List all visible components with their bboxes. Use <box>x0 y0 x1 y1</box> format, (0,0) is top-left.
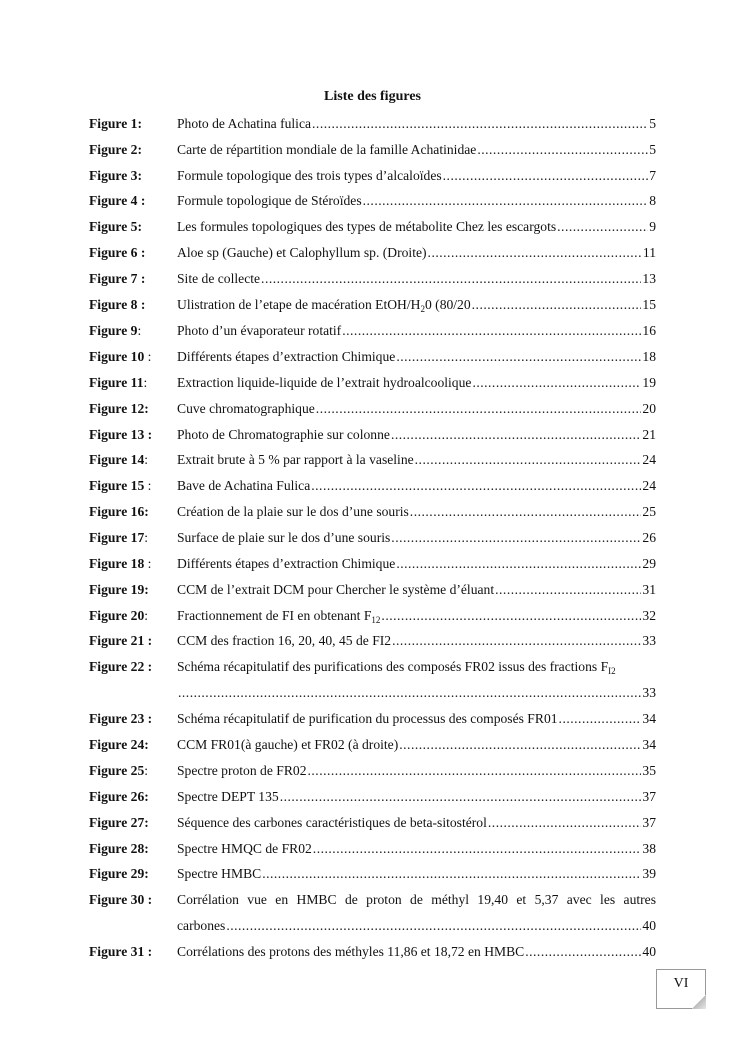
figure-title-text: Extraction liquide-liquide de l’extrait hydroalcoolique <box>177 375 472 390</box>
figure-label-text: Figure 15 <box>89 478 145 493</box>
figure-page-number: 35 <box>642 763 656 778</box>
figure-title <box>177 192 362 210</box>
figure-title-line <box>177 296 656 315</box>
figure-page-number: 19 <box>642 375 656 390</box>
figure-label <box>89 192 145 210</box>
figure-title-text: Fractionnement de FI en obtenant F <box>177 608 372 623</box>
figure-title <box>177 736 398 754</box>
figure-title <box>177 141 476 159</box>
figure-title <box>177 400 315 418</box>
figure-page-number: 11 <box>642 245 656 260</box>
figure-label <box>89 503 149 521</box>
figure-title-line <box>177 218 656 236</box>
figure-page-number: 16 <box>642 323 656 338</box>
figure-label-suffix: : <box>144 763 149 778</box>
dot-leader <box>316 400 642 418</box>
figure-page-number: 13 <box>642 271 656 286</box>
figure-title-text: Spectre DEPT 135 <box>177 789 279 804</box>
figure-page-number: 24 <box>642 452 656 467</box>
dot-leader <box>308 762 642 780</box>
figure-page-number: 8 <box>649 193 656 208</box>
figure-label <box>89 555 151 573</box>
figure-title-subscript: 12 <box>371 615 381 625</box>
dot-leader <box>396 555 641 573</box>
figure-title-text: Séquence des carbones caractéristiques de beta-sitostérol <box>177 815 487 830</box>
figure-label <box>89 167 142 185</box>
figure-page-number: 5 <box>649 116 656 131</box>
figure-title <box>177 814 487 832</box>
figure-page-number: 33 <box>642 685 656 700</box>
figure-label <box>89 632 152 650</box>
dot-leader <box>410 503 642 521</box>
figure-title-line <box>177 814 656 832</box>
figure-title-text-after: 0 (80/20 <box>424 297 471 312</box>
figure-label-text: Figure 11 <box>89 375 144 390</box>
figure-label-text: Figure 21 : <box>89 633 153 648</box>
figure-title-line <box>177 684 656 702</box>
figure-title-text: CCM des fraction 16, 20, 40, 45 de FI2 <box>177 633 392 648</box>
figure-title-text: Schéma récapitulatif des purifications des composés FR02 issus des fractions F <box>177 659 609 674</box>
figure-title-text: Différents étapes d’extraction Chimique <box>177 349 396 364</box>
figure-title-line <box>177 451 656 469</box>
figure-label <box>89 426 152 444</box>
figure-label-text: Figure 22 : <box>89 659 153 674</box>
figure-title-line <box>177 348 656 366</box>
figure-title-text: CCM FR01(à gauche) et FR02 (à droite) <box>177 737 399 752</box>
figure-title <box>177 865 261 883</box>
figure-title-text: Spectre proton de FR02 <box>177 763 307 778</box>
figure-label-text: Figure 5: <box>89 219 142 234</box>
figure-label-suffix: : <box>144 556 152 571</box>
figure-title-text: Photo de Chromatographie sur colonne <box>177 427 390 442</box>
figure-page-number: 20 <box>642 401 656 416</box>
figure-title <box>177 477 310 495</box>
figure-title-line <box>177 891 656 909</box>
figure-title-line <box>177 192 656 210</box>
dot-leader <box>391 529 641 547</box>
figure-label-suffix: : <box>144 349 152 364</box>
figure-page-number: 38 <box>642 841 656 856</box>
figure-title-continuation: carbones <box>177 918 226 933</box>
figure-label <box>89 607 148 625</box>
figure-label <box>89 115 142 133</box>
figure-label <box>89 788 149 806</box>
figure-label-suffix: : <box>137 323 142 338</box>
dot-leader <box>525 943 641 961</box>
dot-leader <box>280 788 642 806</box>
figure-label-text: Figure 31 : <box>89 944 153 959</box>
figure-label-suffix: : <box>144 608 149 623</box>
page-number <box>656 969 706 1009</box>
figure-label-text: Figure 10 <box>89 349 145 364</box>
figure-title-subscript: 2 <box>420 304 425 314</box>
figure-label <box>89 451 148 469</box>
figure-page-number: 39 <box>642 866 656 881</box>
figure-title-line <box>177 865 656 883</box>
figure-title-line <box>177 244 656 262</box>
dot-leader <box>226 917 641 935</box>
dot-leader <box>261 270 641 288</box>
figure-title-line <box>177 115 656 133</box>
figure-page-number: 34 <box>642 737 656 752</box>
dot-leader <box>477 141 648 159</box>
figure-title-text: CCM de l’extrait DCM pour Chercher le système d’éluant <box>177 582 495 597</box>
figure-page-number: 37 <box>642 789 656 804</box>
figure-title <box>177 943 524 961</box>
figure-page-number: 7 <box>649 168 656 183</box>
figure-title-text: Spectre HMBC <box>177 866 262 881</box>
figure-label-text: Figure 19: <box>89 582 149 597</box>
figure-label-text: Figure 30 : <box>89 892 153 907</box>
dot-leader <box>178 684 641 702</box>
figure-title-text: Surface de plaie sur le dos d’une souris <box>177 530 391 545</box>
dot-leader <box>381 607 641 625</box>
figure-page-number: 26 <box>642 530 656 545</box>
figure-label-text: Figure 26: <box>89 789 149 804</box>
figure-title-line <box>177 322 656 340</box>
figure-title <box>177 581 494 599</box>
figure-label-text: Figure 24: <box>89 737 149 752</box>
figure-title-line <box>177 270 656 288</box>
figure-title <box>177 632 391 650</box>
figure-label <box>89 529 148 547</box>
figure-label-text: Figure 1: <box>89 116 142 131</box>
figure-title <box>177 115 311 133</box>
figure-title <box>177 710 558 728</box>
dot-leader <box>559 710 642 728</box>
figure-title <box>177 451 414 469</box>
figure-label <box>89 322 141 340</box>
figure-label-text: Figure 12: <box>89 401 149 416</box>
page-number-label: VI <box>673 976 689 991</box>
figure-page-number: 31 <box>642 582 656 597</box>
figure-title <box>177 892 656 907</box>
figure-title <box>177 322 341 340</box>
figure-title <box>177 529 390 547</box>
figure-title <box>177 167 442 185</box>
dot-leader <box>415 451 642 469</box>
figure-label <box>89 400 149 418</box>
figure-title-line <box>177 607 656 626</box>
figure-label-text: Figure 14 <box>89 452 145 467</box>
figure-label-text: Figure 20 <box>89 608 145 623</box>
dot-leader <box>488 814 642 832</box>
figure-page-number: 21 <box>642 427 656 442</box>
figure-title-text: Cuve chromatographique <box>177 401 315 416</box>
figure-title-line <box>177 141 656 159</box>
figure-title <box>177 218 556 236</box>
dot-leader <box>342 322 641 340</box>
dot-leader <box>363 192 649 210</box>
figure-title-text: Corrélations des protons des méthyles 11,86 et 18,72 en HMBC <box>177 944 525 959</box>
figure-title <box>177 426 390 444</box>
figure-title <box>177 840 312 858</box>
figure-title <box>177 555 395 573</box>
figure-title-text: Différents étapes d’extraction Chimique <box>177 556 396 571</box>
figure-label <box>89 840 149 858</box>
figure-page-number: 18 <box>642 349 656 364</box>
figure-title-text: Création de la plaie sur le dos d’une souris <box>177 504 409 519</box>
figure-page-number: 15 <box>642 297 656 312</box>
figure-label <box>89 736 149 754</box>
dot-leader <box>311 477 641 495</box>
figure-title-text: Corrélation vue en HMBC de proton de méthyl 19,40 et 5,37 avec les autres <box>177 892 656 907</box>
figure-page-number: 24 <box>642 478 656 493</box>
dot-leader <box>399 736 641 754</box>
figure-title-line <box>177 503 656 521</box>
figure-title-subscript: I2 <box>608 666 616 676</box>
figure-label-text: Figure 7 : <box>89 271 146 286</box>
figure-label <box>89 814 149 832</box>
figure-title-line <box>177 400 656 418</box>
figure-label <box>89 374 147 392</box>
dot-leader <box>396 348 641 366</box>
dot-leader <box>472 374 641 392</box>
figure-page-number: 5 <box>649 142 656 157</box>
figure-title <box>177 270 260 288</box>
figure-title <box>177 658 616 677</box>
figure-title-line <box>177 529 656 547</box>
figure-label <box>89 348 151 366</box>
figure-label-text: Figure 23 : <box>89 711 153 726</box>
figure-title-line <box>177 762 656 780</box>
figure-label <box>89 141 142 159</box>
figure-page-number: 37 <box>642 815 656 830</box>
figure-title-line <box>177 555 656 573</box>
dot-leader <box>557 218 648 236</box>
figure-title-text: Ulistration de l’etape de macération EtOH/H <box>177 297 421 312</box>
figure-title-text: Photo de Achatina fulica <box>177 116 312 131</box>
figure-label <box>89 943 152 961</box>
dot-leader <box>312 115 648 133</box>
figure-label-text: Figure 27: <box>89 815 149 830</box>
figure-label <box>89 658 152 676</box>
figure-label <box>89 710 152 728</box>
figure-title-line <box>177 581 656 599</box>
figure-label <box>89 477 151 495</box>
figure-label-text: Figure 4 : <box>89 193 146 208</box>
figure-title <box>177 374 471 392</box>
figure-title-line <box>177 917 656 935</box>
dot-leader <box>472 296 642 314</box>
figure-label <box>89 762 148 780</box>
page-title: Liste des figures <box>324 89 421 104</box>
dot-leader <box>262 865 641 883</box>
figure-title <box>177 607 380 626</box>
figure-title <box>177 762 307 780</box>
figure-page-number: 32 <box>642 608 656 623</box>
dot-leader <box>495 581 641 599</box>
figure-title-line <box>177 710 656 728</box>
figure-label-suffix: : <box>144 452 149 467</box>
page-curl-icon <box>692 995 706 1009</box>
dot-leader <box>428 244 642 262</box>
figure-label <box>89 270 145 288</box>
figure-title-text: Spectre HMQC de FR02 <box>177 841 312 856</box>
figure-label-text: Figure 28: <box>89 841 149 856</box>
figure-title-text: Carte de répartition mondiale de la famille Achatinidae <box>177 142 477 157</box>
figure-label-text: Figure 9 <box>89 323 138 338</box>
figure-label-suffix: : <box>143 375 148 390</box>
figure-title-text: Formule topologique des trois types d’alcaloïdes <box>177 168 442 183</box>
dot-leader <box>443 167 649 185</box>
figure-title-line <box>177 632 656 650</box>
figure-label-text: Figure 17 <box>89 530 145 545</box>
figure-title-text: Les formules topologiques des types de métabolite Chez les escargots <box>177 219 557 234</box>
figure-label-text: Figure 2: <box>89 142 142 157</box>
figure-page-number: 29 <box>642 556 656 571</box>
figure-title-text: Extrait brute à 5 % par rapport à la vaseline <box>177 452 414 467</box>
figure-label <box>89 218 142 236</box>
figure-title-text: Bave de Achatina Fulica <box>177 478 311 493</box>
figure-title-text: Schéma récapitulatif de purification du processus des composés FR01 <box>177 711 558 726</box>
figure-label-text: Figure 25 <box>89 763 145 778</box>
figure-title-line <box>177 658 656 677</box>
figure-title-line <box>177 426 656 444</box>
figure-title-line <box>177 374 656 392</box>
figure-label-text: Figure 16: <box>89 504 149 519</box>
figure-label-text: Figure 18 <box>89 556 145 571</box>
figure-title <box>177 244 427 262</box>
figure-title-text: Formule topologique de Stéroïdes <box>177 193 362 208</box>
figure-label-text: Figure 3: <box>89 168 142 183</box>
figure-page-number: 40 <box>642 944 656 959</box>
figure-title-line <box>177 167 656 185</box>
figure-page-number: 9 <box>649 219 656 234</box>
figure-title-line <box>177 788 656 806</box>
figure-label-suffix: : <box>144 478 152 493</box>
figure-label-text: Figure 6 : <box>89 245 146 260</box>
figure-title <box>177 788 279 806</box>
figure-label <box>89 581 149 599</box>
figure-label <box>89 891 152 909</box>
figure-label-text: Figure 8 : <box>89 297 146 312</box>
figure-title-text: Site de collecte <box>177 271 261 286</box>
figure-title <box>177 503 409 521</box>
figure-title <box>177 348 395 366</box>
figure-label <box>89 296 145 314</box>
figure-label-text: Figure 13 : <box>89 427 153 442</box>
dot-leader <box>392 632 641 650</box>
figure-label-text: Figure 29: <box>89 866 149 881</box>
figure-page-number: 34 <box>642 711 656 726</box>
figure-page-number: 25 <box>642 504 656 519</box>
dot-leader <box>313 840 642 858</box>
figure-title-line <box>177 477 656 495</box>
dot-leader <box>391 426 641 444</box>
figure-label-suffix: : <box>144 530 149 545</box>
figure-title-text: Aloe sp (Gauche) et Calophyllum sp. (Droite) <box>177 245 427 260</box>
figure-title <box>177 296 471 315</box>
figure-title-line <box>177 736 656 754</box>
figure-label <box>89 244 145 262</box>
figure-page-number: 33 <box>642 633 656 648</box>
figure-title-line <box>177 943 656 961</box>
figure-page-number: 40 <box>642 918 656 933</box>
figure-title-text: Photo d’un évaporateur rotatif <box>177 323 342 338</box>
figure-title-line <box>177 840 656 858</box>
figure-label <box>89 865 149 883</box>
